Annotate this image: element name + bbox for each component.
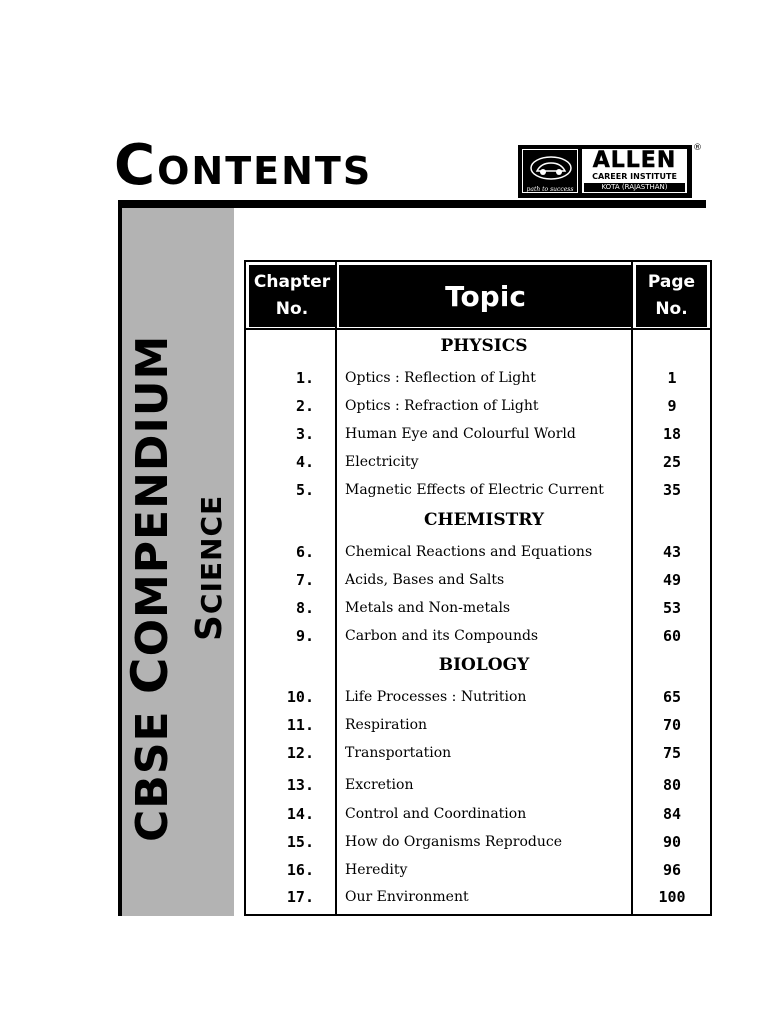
page-no: 65 xyxy=(662,688,682,706)
page-no: 60 xyxy=(662,627,682,645)
chapter-no: 7. xyxy=(295,571,314,589)
header-divider xyxy=(246,328,710,330)
page-no: 18 xyxy=(662,425,682,443)
chapter-no: 1. xyxy=(295,369,314,387)
contents-table xyxy=(244,260,712,916)
chapter-no: 17. xyxy=(286,888,314,906)
header-page-line1: Page xyxy=(647,272,696,292)
logo-tagline: path to success xyxy=(526,186,574,193)
section-heading: BIOLOGY xyxy=(438,655,530,675)
chapter-no: 4. xyxy=(295,453,314,471)
table-row xyxy=(246,542,710,562)
table-row xyxy=(246,715,710,735)
page-no: 100 xyxy=(658,888,686,906)
chapter-no: 11. xyxy=(286,716,314,734)
side-title-science xyxy=(189,494,230,641)
table-row xyxy=(246,626,710,646)
chapter-topic: Electricity xyxy=(345,454,419,470)
chapter-no: 9. xyxy=(295,627,314,645)
page-no: 90 xyxy=(662,833,682,851)
page-no: 70 xyxy=(662,716,682,734)
header-chapter-no xyxy=(249,265,335,327)
page-no: 25 xyxy=(662,453,682,471)
table-row xyxy=(246,775,710,795)
chapter-topic: Chemical Reactions and Equations xyxy=(345,544,593,560)
chapter-topic: Magnetic Effects of Electric Current xyxy=(345,482,604,498)
chapter-topic: Excretion xyxy=(345,777,414,793)
chapter-no: 6. xyxy=(295,543,314,561)
table-header xyxy=(246,262,710,330)
side-title-part: C xyxy=(121,656,179,695)
chapter-topic: Carbon and its Compounds xyxy=(345,628,539,644)
table-row xyxy=(246,860,710,880)
page-no: 96 xyxy=(662,861,682,879)
chapter-no: 13. xyxy=(286,776,314,794)
table-row xyxy=(246,570,710,590)
table-row xyxy=(246,887,710,907)
page-no: 1 xyxy=(667,369,677,387)
allen-logo xyxy=(518,145,692,198)
table-row xyxy=(246,804,710,824)
table-row xyxy=(246,396,710,416)
page-no: 84 xyxy=(662,805,682,823)
table-row xyxy=(246,368,710,388)
logo-text-panel xyxy=(582,149,687,193)
logo-brand: ALLEN xyxy=(592,148,677,173)
chapter-topic: Human Eye and Colourful World xyxy=(345,426,576,442)
chapter-no: 14. xyxy=(286,805,314,823)
side-title-part: CBSE xyxy=(127,694,178,842)
chapter-topic: Life Processes : Nutrition xyxy=(345,689,527,705)
logo-location: KOTA (RAJASTHAN) xyxy=(584,183,685,192)
side-title-cbse-compendium xyxy=(121,334,179,842)
table-row xyxy=(246,480,710,500)
side-title-part: S xyxy=(189,614,230,641)
registered-mark: ® xyxy=(693,143,702,153)
chapter-topic: Respiration xyxy=(345,717,428,733)
header-chapter-line1: Chapter xyxy=(253,272,331,292)
page-title xyxy=(114,133,373,198)
table-row xyxy=(246,832,710,852)
table-row xyxy=(246,598,710,618)
header-topic: Topic xyxy=(339,265,632,327)
page-no: 49 xyxy=(662,571,682,589)
table-row xyxy=(246,452,710,472)
chapter-topic: Transportation xyxy=(345,745,452,761)
chapter-topic: Acids, Bases and Salts xyxy=(345,572,505,588)
chapter-topic: How do Organisms Reproduce xyxy=(345,834,562,850)
chapter-topic: Control and Coordination xyxy=(345,806,527,822)
table-row xyxy=(246,743,710,763)
chapter-topic: Optics : Refraction of Light xyxy=(345,398,539,414)
page-no: 35 xyxy=(662,481,682,499)
logo-subtitle: CAREER INSTITUTE xyxy=(592,172,677,181)
chapter-no: 10. xyxy=(286,688,314,706)
page-no: 80 xyxy=(662,776,682,794)
section-heading: PHYSICS xyxy=(440,336,528,356)
page-no: 43 xyxy=(662,543,682,561)
chapter-no: 2. xyxy=(295,397,314,415)
chapter-no: 5. xyxy=(295,481,314,499)
header-chapter-line2: No. xyxy=(275,299,309,319)
page-title-rest: ONTENTS xyxy=(157,149,373,193)
side-title-part: CIENCE xyxy=(195,494,228,615)
chapter-topic: Our Environment xyxy=(345,889,469,905)
chapter-no: 15. xyxy=(286,833,314,851)
table-row xyxy=(246,424,710,444)
chapter-no: 12. xyxy=(286,744,314,762)
header-page-line2: No. xyxy=(655,299,688,319)
chapter-topic: Metals and Non-metals xyxy=(345,600,511,616)
chapter-topic: Heredity xyxy=(345,862,408,878)
page-no: 9 xyxy=(667,397,677,415)
page-title-initial: C xyxy=(114,133,158,198)
chapter-no: 8. xyxy=(295,599,314,617)
page-no: 53 xyxy=(662,599,682,617)
chapter-no: 16. xyxy=(286,861,314,879)
chapter-no: 3. xyxy=(295,425,314,443)
table-row xyxy=(246,687,710,707)
header-page-no xyxy=(636,265,707,327)
side-title-part: OMPENDIUM xyxy=(127,334,178,657)
section-heading: CHEMISTRY xyxy=(424,510,544,530)
header-rule xyxy=(118,200,706,208)
page-no: 75 xyxy=(662,744,682,762)
chapter-topic: Optics : Reflection of Light xyxy=(345,370,536,386)
